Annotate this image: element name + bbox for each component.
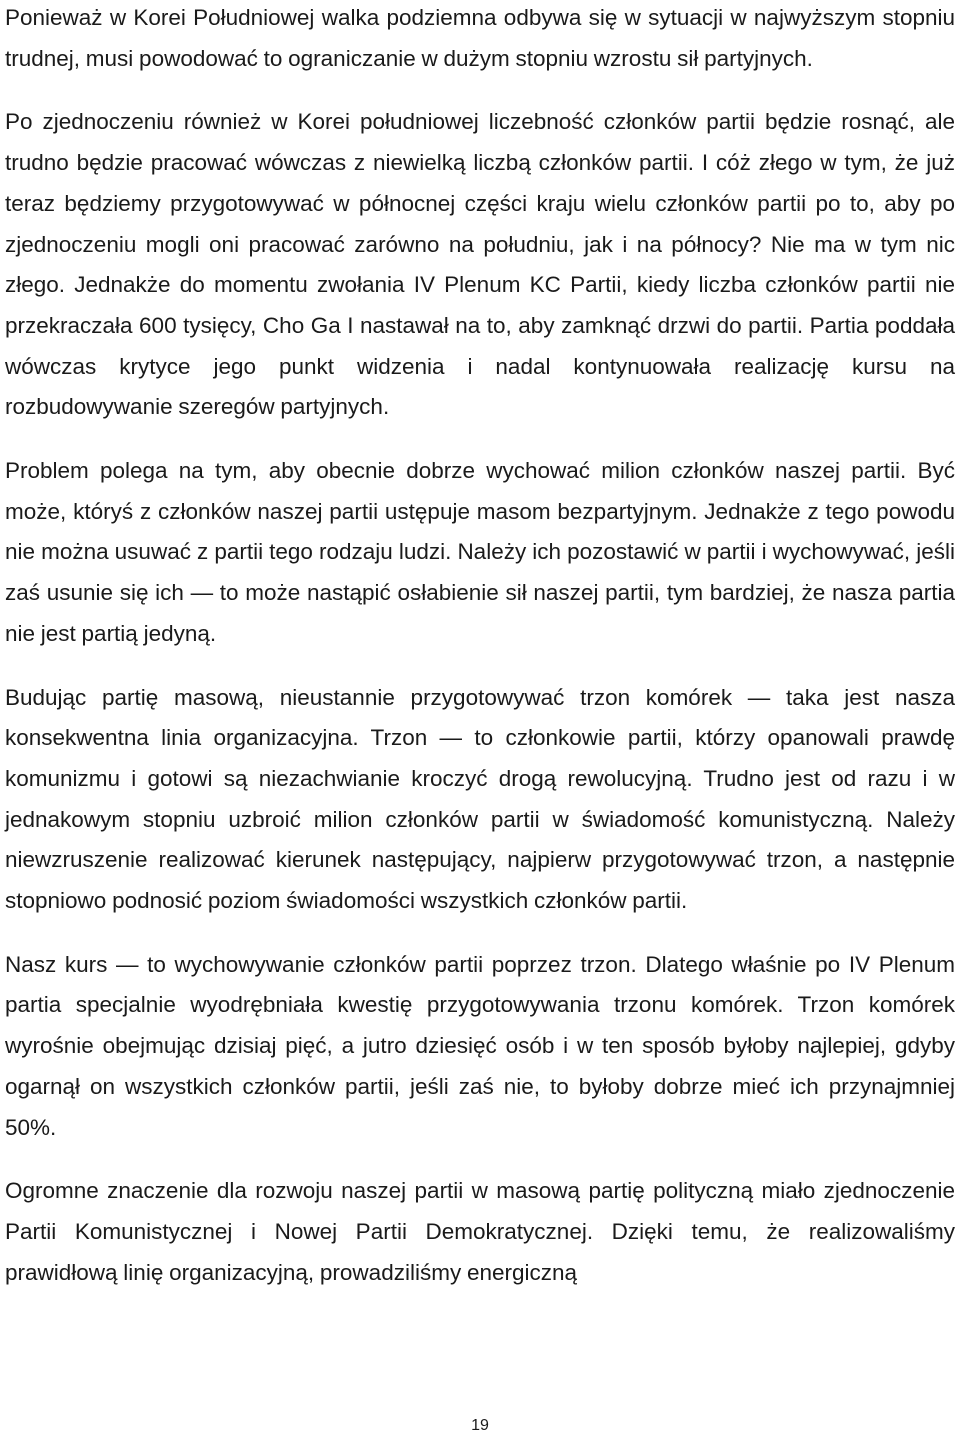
paragraph-2: Po zjednoczeniu również w Korei południowej liczebność członków partii będzie rosnąć, ale trudno będzie pracować wówczas z niewielką liczbą członków partii. I cóż złego w tym, że już teraz będziemy przygotowywać w północnej części kraju wielu członków partii po to, aby po zjednoczeniu mogli oni pracować zarówno na południu, jak i na północy? Nie ma w tym nic złego. Jednakże do momentu zwołania IV Plenum KC Partii, kiedy liczba członków partii nie przekraczała 600 tysięcy, Cho Ga I nastawał na to, aby zamknąć drzwi do partii. Partia poddała wówczas krytyce jego punkt widzenia i nadal kontynuowała realizację kursu na rozbudowywanie szeregów partyjnych. [5, 109, 955, 420]
page-number: 19 [471, 1417, 489, 1434]
paragraph-1: Ponieważ w Korei Południowej walka podziemna odbywa się w sytuacji w najwyższym stopniu trudnej, musi powodować to ograniczanie w dużym stopniu wzrostu sił partyjnych. [5, 5, 955, 71]
document-page [5, 0, 955, 1440]
paragraph-6: Ogromne znaczenie dla rozwoju naszej partii w masową partię polityczną miało zjednoczenie Partii Komunistycznej i Nowej Partii Demokratycznej. Dzięki temu, że realizowaliśmy prawidłową linię organizacyjną, prowadziliśmy energiczną [5, 1178, 955, 1285]
paragraph-4: Budując partię masową, nieustannie przygotowywać trzon komórek — taka jest nasza konsekwentna linia organizacyjna. Trzon — to członkowie partii, którzy opanowali prawdę komunizmu i gotowi są niezachwianie kroczyć drogą rewolucyjną. Trudno jest od razu i w jednakowym stopniu uzbroić milion członków partii w świadomość komunistyczną. Należy niewzruszenie realizować kierunek następujący, najpierw przygotowywać trzon, a następnie stopniowo podnosić poziom świadomości wszystkich członków partii. [5, 684, 955, 914]
document-body [5, 0, 955, 1316]
paragraph-3: Problem polega na tym, aby obecnie dobrze wychować milion członków naszej partii. Być może, któryś z członków naszej partii ustępuje masom bezpartyjnym. Jednakże z tego powodu nie można usuwać z partii tego rodzaju ludzi. Należy ich pozostawić w partii i wychowywać, jeśli zaś usunie się ich — to może nastąpić osłabienie sił naszej partii, tym bardziej, że nasza partia nie jest partią jedyną. [5, 458, 955, 646]
paragraph-5: Nasz kurs — to wychowywanie członków partii poprzez trzon. Dlatego właśnie po IV Plenum partia specjalnie wyodrębniała kwestię przygotowywania trzonu komórek. Trzon komórek wyrośnie obejmując dzisiaj pięć, a jutro dziesięć osób i w ten sposób byłoby najlepiej, gdyby ogarnął on wszystkich członków partii, jeśli zaś nie, to byłoby dobrze mieć ich przynajmniej 50%. [5, 951, 955, 1140]
